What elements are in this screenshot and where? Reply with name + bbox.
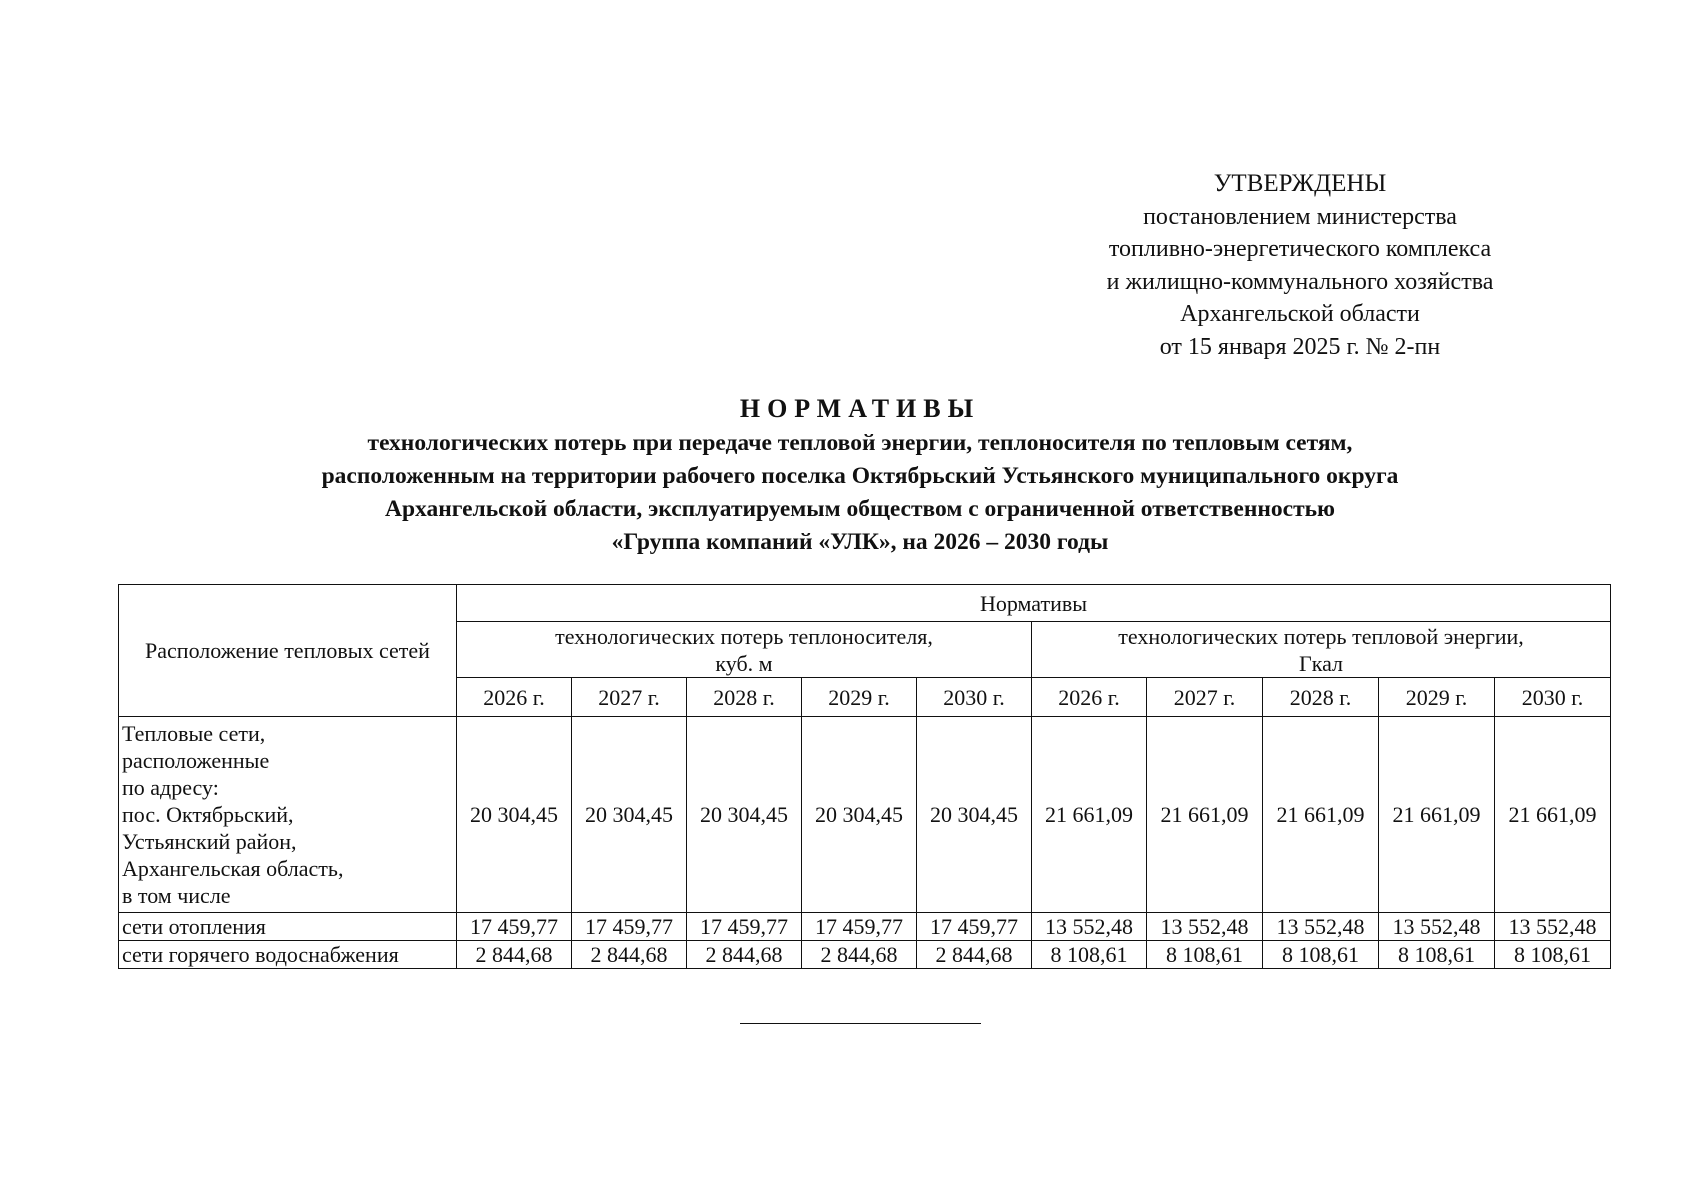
coolant-group-unit: куб. м xyxy=(715,650,773,676)
table-cell: 21 661,09 xyxy=(1032,717,1147,913)
approval-line: постановлением министерства xyxy=(1143,203,1457,230)
year-header: 2026 г. xyxy=(457,678,572,717)
approval-line: топливно-энергетического комплекса xyxy=(1108,236,1492,262)
coolant-group-line: технологических потерь теплоносителя, xyxy=(555,623,933,649)
table-row-hot-water xyxy=(119,941,1611,969)
table-row-heating xyxy=(119,913,1611,941)
table-cell: 13 552,48 xyxy=(1032,913,1147,941)
table-cell: 2 844,68 xyxy=(917,941,1032,969)
year-header: 2030 г. xyxy=(1495,678,1611,717)
table-cell: 2 844,68 xyxy=(687,941,802,969)
table-cell: 20 304,45 xyxy=(572,717,687,913)
year-header: 2027 г. xyxy=(572,678,687,717)
coolant-group-header xyxy=(457,622,1032,678)
table-cell: 8 108,61 xyxy=(1032,941,1147,969)
table-cell: 21 661,09 xyxy=(1379,717,1495,913)
header-row-1 xyxy=(119,585,1611,622)
table-cell: 20 304,45 xyxy=(917,717,1032,913)
label-line: Устьянский район, xyxy=(122,829,297,854)
label-line: по адресу: xyxy=(122,775,219,800)
table-cell: 20 304,45 xyxy=(687,717,802,913)
title-line: «Группа компаний «УЛК», на 2026 – 2030 годы xyxy=(611,529,1109,555)
document-title xyxy=(120,392,1600,559)
table-cell: 17 459,77 xyxy=(572,913,687,941)
location-header: Расположение тепловых сетей xyxy=(119,585,457,717)
table-cell: 13 552,48 xyxy=(1147,913,1263,941)
year-header: 2029 г. xyxy=(1379,678,1495,717)
norms-header: Нормативы xyxy=(457,585,1611,622)
table-cell: 13 552,48 xyxy=(1379,913,1495,941)
approval-block xyxy=(1060,168,1540,363)
total-row-label xyxy=(119,717,457,913)
table-cell: 17 459,77 xyxy=(687,913,802,941)
year-header: 2028 г. xyxy=(1263,678,1379,717)
table-cell: 17 459,77 xyxy=(802,913,917,941)
title-line: расположенным на территории рабочего поселка Октябрьский Устьянского муниципального округа xyxy=(321,463,1399,489)
table-cell: 20 304,45 xyxy=(457,717,572,913)
label-line: Тепловые сети, xyxy=(122,721,266,746)
norms-table xyxy=(118,584,1611,969)
table-row-total xyxy=(119,717,1611,913)
title-line: технологических потерь при передаче тепловой энергии, теплоносителя по тепловым сетям, xyxy=(367,430,1353,456)
label-line: расположенные xyxy=(122,748,270,773)
title-line: Архангельской области, эксплуатируемым обществом с ограниченной ответственностью xyxy=(384,496,1336,522)
table-cell: 8 108,61 xyxy=(1147,941,1263,969)
year-header: 2026 г. xyxy=(1032,678,1147,717)
end-rule xyxy=(740,1023,981,1024)
label-line: в том числе xyxy=(122,883,231,908)
heat-group-unit: Гкал xyxy=(1299,650,1344,676)
table-cell: 21 661,09 xyxy=(1263,717,1379,913)
label-line: Архангельская область, xyxy=(122,856,344,881)
year-header: 2029 г. xyxy=(802,678,917,717)
table-cell: 2 844,68 xyxy=(457,941,572,969)
hot-water-row-label: сети горячего водоснабжения xyxy=(119,941,457,969)
label-line: пос. Октябрьский, xyxy=(122,802,294,827)
title-main: НОРМАТИВЫ xyxy=(739,394,981,423)
table-cell: 17 459,77 xyxy=(457,913,572,941)
heating-row-label: сети отопления xyxy=(119,913,457,941)
table-cell: 8 108,61 xyxy=(1379,941,1495,969)
approval-date-line: от 15 января 2025 г. № 2-пн xyxy=(1159,333,1441,360)
heat-group-header xyxy=(1032,622,1611,678)
year-header: 2028 г. xyxy=(687,678,802,717)
table-cell: 13 552,48 xyxy=(1495,913,1611,941)
approval-line: и жилищно-коммунального хозяйства xyxy=(1106,268,1494,295)
year-header: 2030 г. xyxy=(917,678,1032,717)
table-cell: 21 661,09 xyxy=(1147,717,1263,913)
year-header: 2027 г. xyxy=(1147,678,1263,717)
approval-heading: УТВЕРЖДЕНЫ xyxy=(1213,170,1387,197)
table-cell: 13 552,48 xyxy=(1263,913,1379,941)
table-cell: 2 844,68 xyxy=(802,941,917,969)
table-cell: 2 844,68 xyxy=(572,941,687,969)
table-cell: 8 108,61 xyxy=(1495,941,1611,969)
approval-line: Архангельской области xyxy=(1180,301,1420,327)
table-cell: 21 661,09 xyxy=(1495,717,1611,913)
table-cell: 17 459,77 xyxy=(917,913,1032,941)
table-cell: 20 304,45 xyxy=(802,717,917,913)
table-cell: 8 108,61 xyxy=(1263,941,1379,969)
heat-group-line: технологических потерь тепловой энергии, xyxy=(1118,623,1524,649)
